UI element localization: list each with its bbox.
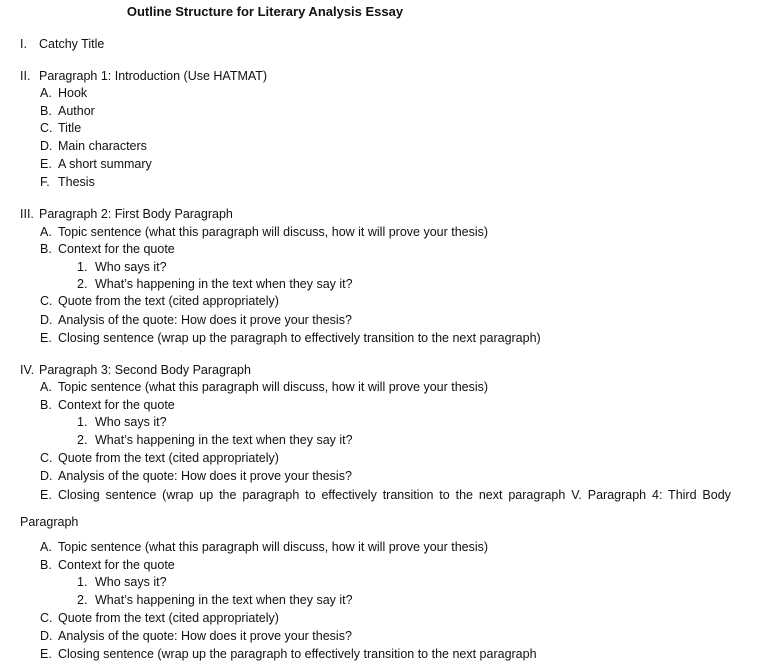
item-text: Paragraph 1: Introduction (Use HATMAT) [39,69,268,83]
item-marker: B. [40,558,52,572]
item-marker: 2. [77,433,88,447]
outline-subitem [40,467,352,485]
item-marker: IV. [20,363,35,377]
outline-subitem [40,223,488,241]
outline-subitem [40,173,95,191]
item-marker: D. [40,139,53,153]
outline-subsubitem [77,275,353,293]
item-text: Context for the quote [58,242,175,256]
outline-item-ii [20,67,267,85]
item-text: Author [58,104,95,118]
item-marker: E. [40,647,52,661]
outline-subitem [40,137,147,155]
outline-subitem [40,292,279,310]
outline-subsubitem [77,573,167,591]
item-text: Context for the quote [58,398,175,412]
item-marker: III. [20,207,34,221]
item-text: What’s happening in the text when they say it? [95,593,353,607]
item-marker: 1. [77,415,88,429]
item-marker: B. [40,104,52,118]
outline-subitem [40,329,541,347]
item-text: Thesis [58,175,95,189]
item-marker: 2. [77,277,88,291]
outline-subitem [40,155,152,173]
item-text: A short summary [58,157,152,171]
outline-subitem [40,556,175,574]
item-marker: II. [20,69,31,83]
item-text: Topic sentence (what this paragraph will discuss, how it will prove your thesis) [58,540,489,554]
item-marker: D. [40,313,53,327]
outline-subsubitem [77,258,167,276]
item-marker: 1. [77,260,88,274]
item-marker: 1. [77,575,88,589]
outline-item-iv [20,361,251,379]
outline-subitem [40,538,488,556]
item-marker: B. [40,242,52,256]
item-marker: A. [40,86,52,100]
item-marker: E. [40,488,52,502]
item-text: Who says it? [95,575,167,589]
item-marker: C. [40,611,53,625]
item-text: Topic sentence (what this paragraph will discuss, how it will prove your thesis) [58,225,489,239]
item-text: Paragraph [20,515,79,529]
item-marker: A. [40,540,52,554]
outline-item-iii [20,205,233,223]
outline-subitem [40,378,488,396]
item-text: Hook [58,86,88,100]
item-text: Quote from the text (cited appropriately) [58,451,279,465]
item-marker: A. [40,225,52,239]
item-text: Analysis of the quote: How does it prove your thesis? [58,629,352,643]
item-marker: C. [40,294,53,308]
item-text: Closing sentence (wrap up the paragraph to effectively transition to the next paragraph) [58,331,541,345]
document-title: Outline Structure for Literary Analysis Essay [126,4,404,19]
outline-subitem [40,627,352,645]
item-marker: B. [40,398,52,412]
item-text: Topic sentence (what this paragraph will discuss, how it will prove your thesis) [58,380,489,394]
outline-subitem [40,240,175,258]
outline-subitem [40,119,81,137]
outline-item-i [20,35,104,53]
item-marker: E. [40,157,52,171]
item-text: Paragraph 3: Second Body Paragraph [39,363,251,377]
item-marker: I. [20,37,27,51]
outline-subitem [40,102,95,120]
item-text: Who says it? [95,415,167,429]
item-text: Analysis of the quote: How does it prove your thesis? [58,313,352,327]
outline-subitem [40,84,87,102]
item-text: What’s happening in the text when they say it? [95,433,353,447]
item-marker: C. [40,121,53,135]
item-marker: D. [40,469,53,483]
item-text: Paragraph 2: First Body Paragraph [39,207,233,221]
item-text: Who says it? [95,260,167,274]
outline-subsubitem [77,431,353,449]
item-marker: C. [40,451,53,465]
item-marker: E. [40,331,52,345]
outline-subitem [40,449,279,467]
outline-subsubitem [77,591,353,609]
item-text: Analysis of the quote: How does it prove your thesis? [58,469,352,483]
item-marker: F. [40,175,50,189]
paragraph-continuation [20,513,78,531]
item-marker: 2. [77,593,88,607]
outline-subsubitem [77,413,167,431]
outline-subitem [40,396,175,414]
item-text: Quote from the text (cited appropriately) [58,294,279,308]
item-text: What’s happening in the text when they say it? [95,277,353,291]
item-text: Closing sentence (wrap up the paragraph to effectively transition to the next paragraph V. Paragraph 4: Third Body [58,488,731,502]
item-marker: A. [40,380,52,394]
item-text: Closing sentence (wrap up the paragraph to effectively transition to the next paragraph [58,647,537,661]
outline-subitem-run-on [40,486,757,504]
item-text: Main characters [58,139,147,153]
item-text: Quote from the text (cited appropriately) [58,611,279,625]
item-marker: D. [40,629,53,643]
item-text: Title [58,121,82,135]
outline-subitem [40,609,279,627]
item-text: Catchy Title [39,37,105,51]
item-text: Context for the quote [58,558,175,572]
outline-subitem [40,645,537,663]
outline-subitem [40,311,352,329]
